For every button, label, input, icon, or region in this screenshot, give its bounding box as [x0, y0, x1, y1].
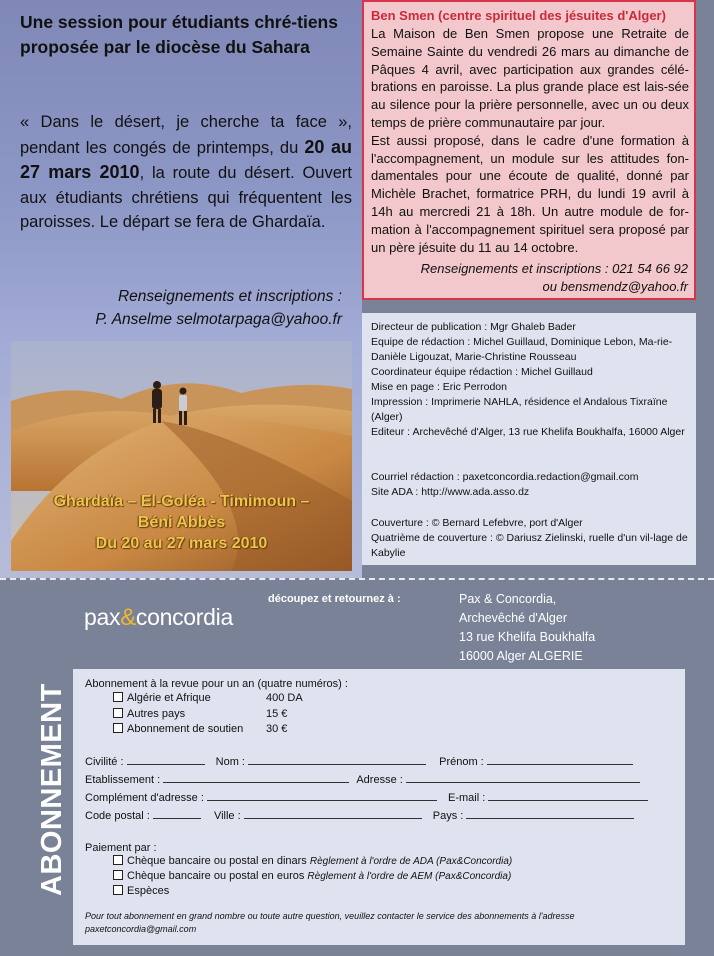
- option-label: Algérie et Afrique: [127, 692, 211, 704]
- credits-box: [362, 313, 696, 565]
- adresse-label: Adresse :: [356, 774, 403, 786]
- abonnement-vertical-label: ABONNEMENT: [36, 683, 68, 896]
- option-autres-pays[interactable]: [113, 707, 287, 721]
- complement-label: Complément d'adresse :: [85, 792, 204, 804]
- session-contact: [20, 285, 342, 331]
- payment-heading: Paiement par :: [85, 842, 157, 854]
- route-line: Ghardaïa – El-Goléa - Timimoun –: [53, 493, 310, 510]
- option-price: 400 DA: [266, 692, 303, 704]
- option-algerie[interactable]: [113, 691, 303, 705]
- payment-dinars[interactable]: [113, 854, 512, 869]
- etablissement-label: Etablissement :: [85, 774, 161, 786]
- checkbox[interactable]: [113, 723, 123, 733]
- ben-smen-contact: [421, 260, 688, 296]
- cut-instruction: découpez et retournez à :: [268, 593, 401, 605]
- subscription-form: [73, 669, 685, 945]
- row-civilite: [85, 755, 633, 769]
- civilite-label: Civilité :: [85, 756, 124, 768]
- payment-especes[interactable]: [113, 884, 169, 898]
- checkbox[interactable]: [113, 708, 123, 718]
- session-details: , la route du désert. Ouvert aux étudiants chrétiens qui fréquentent les paroisses. Le départ se fera de Ghardaïa.: [20, 164, 352, 231]
- checkbox[interactable]: [113, 885, 123, 895]
- contact-credits: Courriel rédaction : paxetconcordia.redaction@gmail.com Site ADA : http://www.ada.asso.dz: [371, 471, 639, 498]
- subscription-heading: Abonnement à la revue pour un an (quatre numéros) :: [85, 678, 348, 690]
- row-code-postal: [85, 809, 634, 823]
- ville-label: Ville :: [213, 810, 241, 822]
- row-etablissement: [85, 773, 640, 787]
- option-price: 30 €: [266, 723, 288, 735]
- prenom-field[interactable]: [487, 755, 633, 765]
- checkbox[interactable]: [113, 870, 123, 880]
- address-line-3: 13 rue Khelifa Boukhalfa: [459, 630, 596, 644]
- ben-smen-body: [371, 25, 689, 256]
- code-postal-field[interactable]: [153, 809, 201, 819]
- left-panel: [0, 0, 362, 578]
- prenom-label: Prénom :: [439, 756, 484, 768]
- ben-smen-email: ou bensmendz@yahoo.fr: [542, 279, 688, 294]
- address-line-4: 16000 Alger ALGERIE: [459, 649, 583, 663]
- pays-label: Pays :: [432, 810, 464, 822]
- payment-label: Chèque bancaire ou postal en euros: [127, 870, 305, 882]
- desert-photo: [11, 341, 352, 571]
- nom-label: Nom :: [215, 756, 245, 768]
- logo-concordia: concordia: [135, 604, 233, 630]
- ben-smen-title: Ben Smen (centre spirituel des jésuites d'Alger): [371, 8, 666, 23]
- complement-field[interactable]: [207, 791, 437, 801]
- etablissement-field[interactable]: [163, 773, 349, 783]
- session-contact-heading: Renseignements et inscriptions :: [117, 288, 342, 305]
- session-title: Une session pour étudiants chré-tiens proposée par le diocèse du Sahara: [20, 12, 338, 57]
- ben-smen-phone: Renseignements et inscriptions : 021 54 66 92: [420, 261, 688, 276]
- session-description: [20, 110, 352, 235]
- return-address: [459, 590, 595, 666]
- row-complement: [85, 791, 648, 805]
- ben-smen-box: [362, 0, 696, 300]
- photo-caption: [11, 491, 352, 554]
- option-price: 15 €: [266, 708, 288, 720]
- ben-smen-paragraph-1: La Maison de Ben Smen propose une Retraite de Semaine Sainte du vendredi 26 mars au dimanche de Pâques 4 avril, avec participation aux grandes célé-brations en paroisse. La plus grande place est lais-sée au silence pour la prière personnelle, avec un ou deux temps de prière communautaire par jour.: [371, 26, 689, 130]
- route-line-2: Béni Abbès: [137, 514, 226, 531]
- payment-euros[interactable]: [113, 869, 511, 884]
- option-label: Autres pays: [127, 708, 186, 720]
- pays-field[interactable]: [466, 809, 634, 819]
- caption-dates: Du 20 au 27 mars 2010: [95, 535, 268, 552]
- code-postal-label: Code postal :: [85, 810, 150, 822]
- session-contact-email: P. Anselme selmotarpaga@yahoo.fr: [95, 311, 342, 328]
- logo-pax: pax: [84, 604, 121, 630]
- option-label: Abonnement de soutien: [127, 723, 244, 735]
- cut-line: [0, 578, 714, 580]
- address-line-1: Pax & Concordia,: [459, 592, 557, 606]
- checkbox[interactable]: [113, 855, 123, 865]
- pax-concordia-logo: [84, 604, 233, 632]
- ben-smen-paragraph-2: Est aussi proposé, dans le cadre d'une formation à l'accompagnement, un module sur les attitudes fon-damentales pour une écoute de qualité, donné par Michèle Brachet, formatrice PRH, du lundi 19 avril à 14h au mercredi 21 à 18h. Un autre module de for-mation à l'accompagnement spirituel sera proposé par un père jésuite du 11 au 14 octobre.: [371, 132, 689, 255]
- subscription-note: Pour tout abonnement en grand nombre ou toute autre question, veuillez contacter le service des abonnements à l'adresse paxetconcordia@gmail.com: [85, 911, 575, 934]
- email-field[interactable]: [488, 791, 648, 801]
- email-label: E-mail :: [448, 792, 486, 804]
- option-soutien[interactable]: [113, 722, 287, 736]
- session-intro: « Dans le désert, je cherche ta face », pendant les congés de printemps, du: [20, 113, 352, 157]
- payment-detail: Règlement à l'ordre de ADA (Pax&Concordia): [309, 856, 513, 867]
- payment-detail: Règlement à l'ordre de AEM (Pax&Concordia): [307, 871, 512, 882]
- civilite-field[interactable]: [127, 755, 205, 765]
- checkbox[interactable]: [113, 692, 123, 702]
- logo-ampersand-icon: &: [120, 604, 136, 631]
- adresse-field[interactable]: [406, 773, 640, 783]
- ville-field[interactable]: [244, 809, 422, 819]
- payment-label: Espèces: [127, 885, 170, 897]
- payment-label: Chèque bancaire ou postal en dinars: [127, 855, 307, 867]
- photo-credits: Couverture : © Bernard Lefebvre, port d'Alger Quatrième de couverture : © Dariusz Zielinski, ruelle d'un vil-lage de Kabylie: [371, 517, 688, 559]
- nom-field[interactable]: [248, 755, 426, 765]
- session-dates: 20 au 27 mars 2010: [20, 136, 352, 182]
- publication-credits: Directeur de publication : Mgr Ghaleb Bader Equipe de rédaction : Michel Guillaud, Dominique Lebon, Ma-rie-Danièle Ligouzat, Marie-Christine Rousseau Coordinateur équipe rédaction : Michel Guillaud Mise en page : Eric Perrodon Impression : Imprimerie NAHLA, résidence el Andalous Tixraïne (Alger) Editeur : Archevêché d'Alger, 13 rue Khelifa Boukhalfa, 16000 Alger: [371, 321, 685, 438]
- address-line-2: Archevêché d'Alger: [459, 611, 568, 625]
